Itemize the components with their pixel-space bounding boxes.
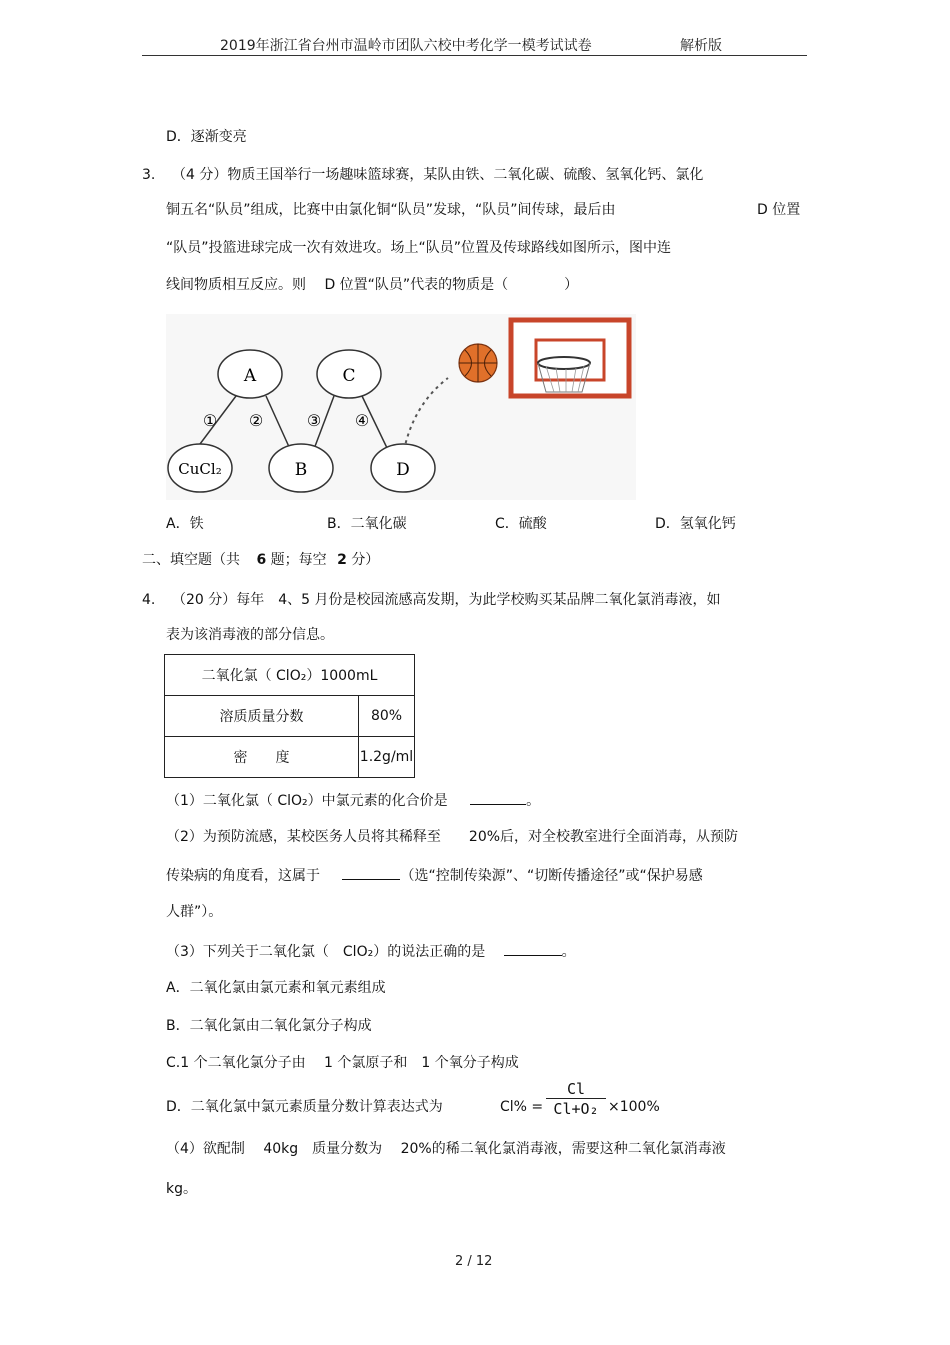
formula-rhs: ×100%: [608, 1099, 660, 1115]
q3-option-d[interactable]: D．氢氧化钙: [655, 516, 736, 532]
table-mass-fraction-value: 80%: [359, 696, 415, 737]
q4-part-2-line-3: 人群”）。: [166, 904, 223, 920]
q3-line-3: “队员”投篮进球完成一次有效进攻。场上“队员”位置及传球路线如图所示，图中连: [166, 240, 672, 256]
prev-option-d: D．逐渐变亮: [166, 129, 247, 145]
table-mass-fraction-label: 溶质质量分数: [165, 696, 359, 737]
q4-part-4-end: kg。: [166, 1181, 197, 1197]
formula-numerator: Cl: [566, 1080, 586, 1098]
q3-diagram: [166, 314, 636, 500]
q3-line-4: 线间物质相互反应。则 D 位置“队员”代表的物质是（ ）: [166, 277, 579, 293]
document-title: 2019年浙江省台州市温岭市团队六校中考化学一模考试试卷: [220, 38, 592, 54]
disinfectant-info-table: [164, 654, 415, 778]
q4-part-3: [166, 941, 576, 961]
q4-option-c[interactable]: C.1 个二氧化氯分子由 1 个氯原子和 1 个氧分子构成: [166, 1055, 519, 1071]
q4-part-3-text: （3）下列关于二氧化氯（ ClO₂）的说法正确的是: [166, 944, 486, 960]
q4-part-1-blank[interactable]: [470, 790, 526, 805]
node-cucl2-label: CuCl₂: [178, 460, 222, 478]
basketball-hoop-icon: [511, 320, 629, 396]
basketball-icon: [459, 344, 497, 382]
q4-line-1: （20 分）每年 4、5 月份是校园流感高发期，为此学校购买某品牌二氧化氯消毒液，如: [172, 592, 721, 608]
q4-part-1-end: 。: [526, 793, 541, 809]
q4-part-3-blank[interactable]: [504, 941, 562, 956]
q4-part-2-blank[interactable]: [342, 865, 400, 880]
q4-part-4: （4）欲配制 40kg 质量分数为 20%的稀二氧化氯消毒液，需要这种二氧化氯消毒液: [166, 1141, 726, 1157]
section-2-suffix: 分）: [351, 552, 380, 568]
q3-option-b[interactable]: B．二氧化碳: [327, 516, 407, 532]
q3-line-2: 铜五名“队员”组成，比赛中由氯化铜“队员”发球，“队员”间传球，最后由: [166, 202, 616, 218]
edge-label-3: ③: [306, 411, 322, 430]
q4-line-2: 表为该消毒液的部分信息。: [166, 627, 334, 643]
q4-part-2-text: 传染病的角度看，这属于: [166, 868, 320, 884]
node-c-label: C: [342, 366, 356, 386]
node-b-label: B: [294, 460, 308, 480]
q3-option-a[interactable]: A．铁: [166, 516, 204, 532]
table-density-label: 密 度: [165, 737, 359, 778]
q4-part-3-end: 。: [561, 944, 576, 960]
q4-part-1: [166, 790, 540, 810]
q4-part-2-choices: （选“控制传染源”、“切断传播途径”或“保护易感: [400, 868, 703, 884]
document-tag: 解析版: [680, 38, 722, 54]
formula-lhs: Cl% =: [500, 1099, 544, 1115]
node-a-label: A: [243, 366, 257, 386]
q3-option-c[interactable]: C．硫酸: [495, 516, 547, 532]
q3-line-1: （4 分）物质王国举行一场趣味篮球赛，某队由铁、二氧化碳、硫酸、氢氧化钙、氯化: [172, 167, 704, 183]
q4-number: 4.: [142, 592, 156, 608]
edge-label-4: ④: [354, 411, 370, 430]
table-header: 二氧化氯（ ClO₂）1000mL: [165, 655, 415, 696]
section-2-points: 2: [337, 552, 347, 568]
formula-fraction: [546, 1080, 606, 1119]
q4-part-1-text: （1）二氧化氯（ ClO₂）中氯元素的化合价是: [166, 793, 448, 809]
section-2-prefix: 二、填空题（共: [142, 552, 240, 568]
header-rule: [142, 55, 807, 56]
table-density-value: 1.2g/ml: [359, 737, 415, 778]
q3-number: 3.: [142, 167, 156, 183]
q3-line-2-end: D 位置: [757, 202, 801, 218]
node-d-label: D: [396, 460, 410, 480]
formula-denominator: Cl+O₂: [546, 1098, 606, 1119]
q4-option-d[interactable]: D．二氧化氯中氯元素质量分数计算表达式为: [166, 1099, 443, 1115]
edge-label-1: ①: [202, 411, 218, 430]
q4-part-2-line-2: [166, 865, 703, 885]
q4-option-b[interactable]: B．二氧化氯由二氧化氯分子构成: [166, 1018, 372, 1034]
section-2-heading: [142, 551, 379, 569]
section-2-count: 6: [256, 552, 267, 568]
section-2-mid: 题；每空: [270, 552, 327, 568]
edge-label-2: ②: [248, 411, 264, 430]
page-number: 2 / 12: [455, 1254, 493, 1269]
q4-part-2-line-1: （2）为预防流感，某校医务人员将其稀释至 20%后，对全校教室进行全面消毒，从预防: [166, 829, 739, 845]
q4-option-a[interactable]: A．二氧化氯由氯元素和氧元素组成: [166, 980, 386, 996]
